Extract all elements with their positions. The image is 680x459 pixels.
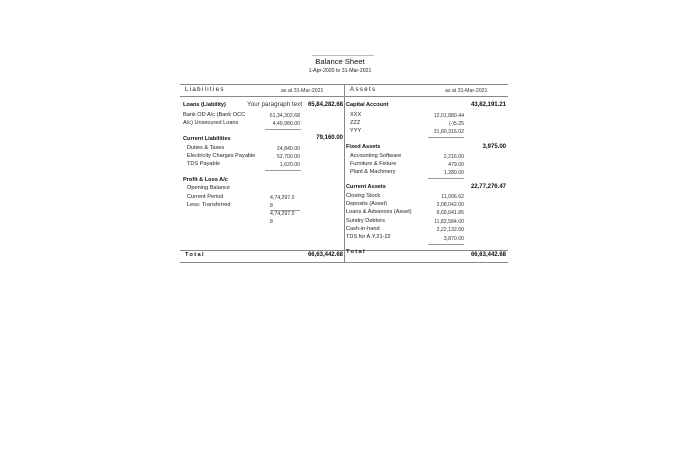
loan-item-value: 4,49,980.00 (272, 121, 300, 127)
transferred-value: 4,74,297.0 (270, 211, 295, 217)
current-asset-value: 2,22,132.00 (436, 227, 464, 233)
capital-item-label: XXX (350, 112, 362, 118)
title-rule (312, 55, 374, 56)
fixed-assets-total: 3,975.00 (482, 144, 506, 150)
total-top-rule (180, 250, 508, 251)
current-asset-value: 2,08,042.00 (436, 202, 464, 208)
current-asset-value: 6,69,641.85 (436, 210, 464, 216)
center-divider (344, 84, 345, 262)
subtotal-rule (428, 137, 464, 138)
transferred-value-cont: 8 (270, 219, 273, 225)
current-liability-label: Electricity Charges Payable (187, 153, 256, 159)
loans-total: 65,84,282.68 (307, 102, 343, 108)
current-asset-label: Sundry Debtors (346, 218, 385, 224)
current-asset-label: Loans & Advances (Asset) (346, 209, 412, 215)
current-asset-label: Cash-in-hand (346, 226, 380, 232)
capital-item-value: (-)5.25 (448, 121, 464, 127)
current-period-label: Current Period (187, 194, 224, 200)
assets-total-value: 66,63,442.68 (470, 252, 506, 258)
current-liability-value: 52,700.00 (276, 154, 300, 160)
profit-loss-label: Profit & Loss A/c (183, 177, 228, 183)
fixed-asset-value: 1,280.00 (443, 170, 464, 176)
liabilities-total-value: 66,63,442.68 (307, 252, 343, 258)
capital-item-value: 12,01,880.44 (433, 113, 464, 119)
fixed-assets-label: Fixed Assets (346, 144, 381, 150)
transferred-label: Less: Transferred (187, 202, 231, 208)
current-liabilities-total: 79,160.00 (316, 135, 343, 141)
fixed-asset-label: Furniture & Fixture (350, 161, 397, 167)
current-liability-value: 24,840.00 (276, 146, 300, 152)
current-asset-value: 3,870.00 (443, 236, 464, 242)
loans-label: Loans (Liability) (183, 102, 226, 108)
current-asset-value: 11,82,584.00 (434, 219, 464, 225)
capital-item-value: 31,80,316.02 (433, 129, 464, 135)
report-period: 1-Apr-2020 to 31-Mar-2021 (308, 68, 372, 74)
current-liability-label: TDS Payable (187, 161, 220, 167)
loan-item-value: 61,34,302.68 (269, 113, 300, 119)
assets-total-label: Total (346, 249, 366, 255)
subtotal-rule (265, 129, 301, 130)
assets-heading: Assets (350, 86, 377, 93)
liabilities-heading: Liabilities (185, 86, 225, 93)
current-period-value-cont: 8 (270, 203, 273, 209)
paragraph-placeholder[interactable]: Your paragraph text (247, 101, 303, 108)
subtotal-rule (428, 178, 464, 179)
fixed-asset-label: Plant & Machinery (350, 169, 396, 175)
current-asset-label: Deposits (Asset) (346, 201, 388, 207)
current-assets-label: Current Assets (346, 184, 386, 190)
current-period-value: 4,74,297.0 (270, 195, 295, 201)
current-liability-label: Duties & Taxes (187, 145, 225, 151)
subtotal-rule (270, 210, 300, 211)
capital-account-label: Capital Account (346, 102, 389, 108)
total-bottom-rule (180, 262, 508, 263)
current-assets-total: 22,77,276.47 (470, 184, 506, 190)
current-asset-value: 11,006.62 (441, 194, 464, 200)
fixed-asset-value: 479.00 (448, 162, 464, 168)
opening-balance-label: Opening Balance (187, 185, 230, 191)
capital-item-label: YYY (350, 128, 362, 134)
current-liability-value: 1,620.00 (279, 162, 300, 168)
capital-item-label: ZZZ (350, 120, 361, 126)
liabilities-total-label: Total (185, 252, 205, 258)
fixed-asset-label: Accounting Software (350, 153, 402, 159)
capital-account-total: 43,82,191.21 (470, 102, 506, 108)
loan-item-label: Bank OD A/c (Bank OCC (183, 112, 246, 118)
subtotal-rule (265, 170, 301, 171)
loan-item-label: A/c) Unsecured Loans (183, 120, 239, 126)
current-liabilities-label: Current Liabilities (183, 136, 231, 142)
assets-as-at: as at 31-Mar-2021 (445, 88, 488, 94)
report-title: Balance Sheet (315, 57, 365, 66)
liabilities-as-at: as at 31-Mar-2021 (281, 88, 324, 94)
current-asset-label: Closing Stock (346, 193, 381, 199)
subtotal-rule (428, 244, 464, 245)
current-asset-label: TDS for A.Y.21-22 (346, 234, 391, 240)
fixed-asset-value: 2,216.00 (443, 154, 464, 160)
